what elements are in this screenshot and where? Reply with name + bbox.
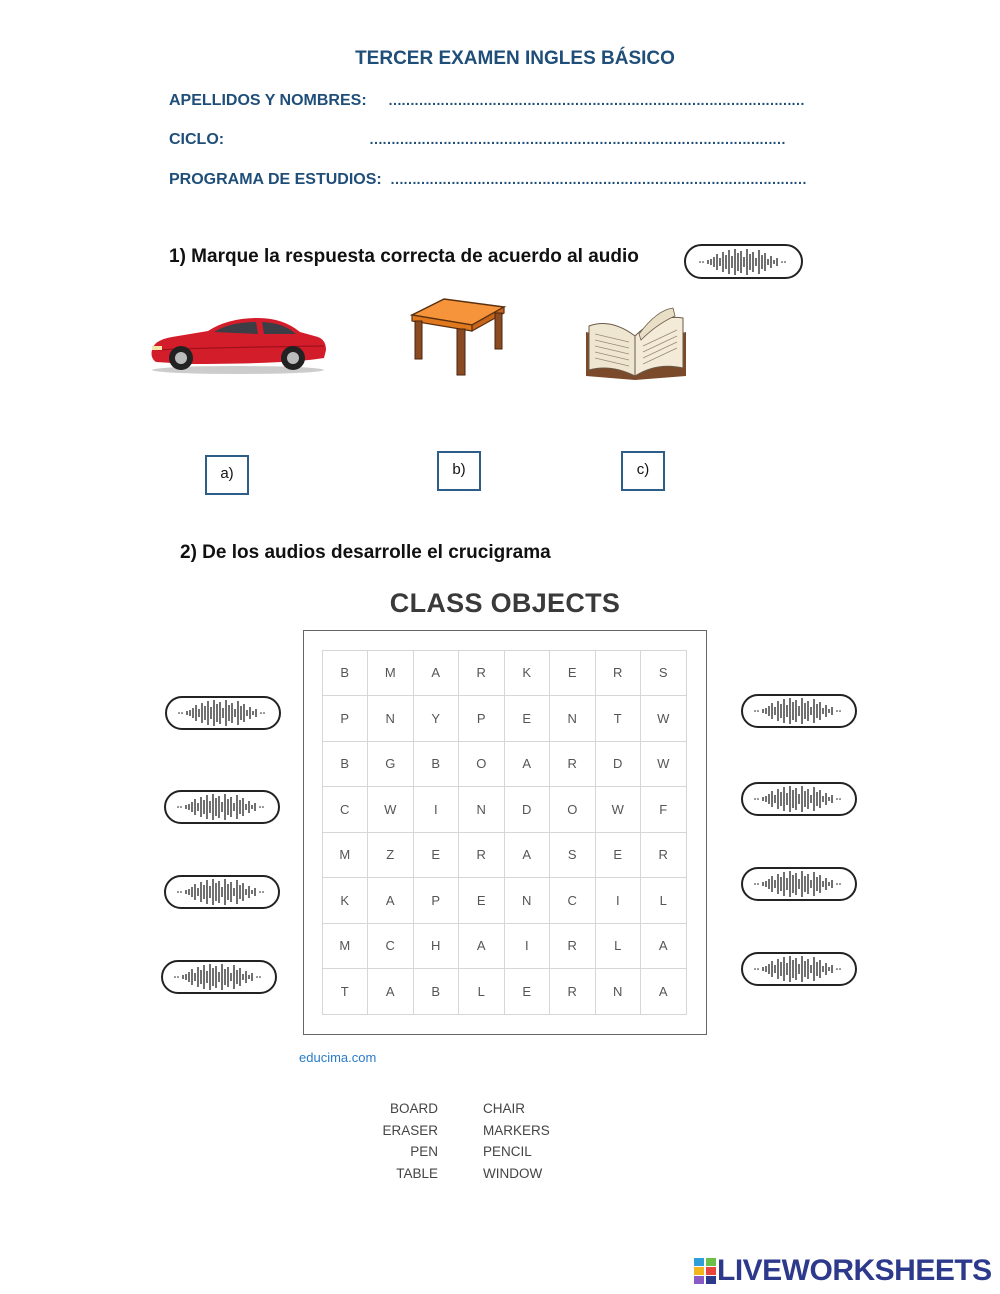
audio-button-right-4[interactable] bbox=[741, 952, 857, 986]
grid-cell[interactable]: E bbox=[504, 968, 551, 1015]
grid-cell[interactable]: D bbox=[595, 741, 642, 788]
grid-cell[interactable]: E bbox=[504, 695, 551, 742]
grid-cell[interactable]: R bbox=[458, 650, 505, 697]
audio-button-left-1[interactable] bbox=[165, 696, 281, 730]
grid-cell[interactable]: B bbox=[322, 741, 369, 788]
word-list-item: MARKERS bbox=[483, 1122, 550, 1138]
field-label-programa: PROGRAMA DE ESTUDIOS: bbox=[169, 171, 382, 188]
audio-waveform-icon bbox=[698, 249, 790, 275]
word-list-item: PENCIL bbox=[483, 1144, 532, 1159]
grid-cell[interactable]: Y bbox=[413, 695, 460, 742]
grid-cell[interactable]: N bbox=[367, 695, 414, 742]
grid-cell[interactable]: H bbox=[413, 923, 460, 970]
word-list-item: ERASER bbox=[382, 1122, 438, 1138]
option-label-b: b) bbox=[452, 461, 466, 478]
grid-cell[interactable]: W bbox=[367, 786, 414, 833]
grid-cell[interactable]: N bbox=[458, 786, 505, 833]
grid-cell[interactable]: W bbox=[640, 695, 687, 742]
grid-cell[interactable]: C bbox=[549, 877, 596, 924]
field-label-ciclo: CICLO: bbox=[169, 131, 225, 148]
audio-waveform-icon bbox=[753, 698, 845, 724]
grid-cell[interactable]: A bbox=[504, 832, 551, 879]
audio-waveform-icon bbox=[176, 879, 268, 905]
grid-cell[interactable]: D bbox=[504, 786, 551, 833]
grid-cell[interactable]: P bbox=[322, 695, 369, 742]
word-search-grid bbox=[322, 650, 686, 1014]
grid-cell[interactable]: M bbox=[322, 923, 369, 970]
book-image bbox=[583, 304, 689, 387]
liveworksheets-logo-text: LIVEWORKSHEETS bbox=[717, 1254, 992, 1287]
grid-cell[interactable]: M bbox=[322, 832, 369, 879]
word-list-item: WINDOW bbox=[483, 1165, 543, 1181]
option-label-a: a) bbox=[220, 465, 234, 482]
grid-cell[interactable]: T bbox=[595, 695, 642, 742]
audio-button-q1[interactable] bbox=[684, 244, 803, 279]
grid-cell[interactable]: E bbox=[413, 832, 460, 879]
grid-cell[interactable]: R bbox=[640, 832, 687, 879]
grid-cell[interactable]: L bbox=[458, 968, 505, 1015]
grid-cell[interactable]: I bbox=[413, 786, 460, 833]
grid-cell[interactable]: A bbox=[367, 877, 414, 924]
grid-cell[interactable]: T bbox=[322, 968, 369, 1015]
option-label-c: c) bbox=[636, 461, 650, 478]
liveworksheets-logo bbox=[693, 1254, 992, 1288]
grid-cell[interactable]: R bbox=[595, 650, 642, 697]
grid-cell[interactable]: A bbox=[640, 968, 687, 1015]
audio-button-right-2[interactable] bbox=[741, 782, 857, 816]
grid-cell[interactable]: W bbox=[640, 741, 687, 788]
grid-cell[interactable]: K bbox=[322, 877, 369, 924]
grid-cell[interactable]: K bbox=[504, 650, 551, 697]
grid-cell[interactable]: C bbox=[367, 923, 414, 970]
audio-button-right-1[interactable] bbox=[741, 694, 857, 728]
word-list-right bbox=[483, 1098, 550, 1184]
word-list-item: PEN bbox=[410, 1144, 438, 1159]
audio-waveform-icon bbox=[176, 794, 268, 820]
audio-button-left-3[interactable] bbox=[164, 875, 280, 909]
grid-cell[interactable]: L bbox=[595, 923, 642, 970]
grid-cell[interactable]: B bbox=[413, 968, 460, 1015]
field-line-names: …………………………………………………………………………………… bbox=[388, 92, 804, 108]
grid-cell[interactable]: O bbox=[549, 786, 596, 833]
grid-cell[interactable]: A bbox=[413, 650, 460, 697]
grid-cell[interactable]: A bbox=[504, 741, 551, 788]
grid-cell[interactable]: R bbox=[549, 923, 596, 970]
grid-cell[interactable]: E bbox=[595, 832, 642, 879]
field-line-programa: …………………………………………………………………………………… bbox=[390, 171, 806, 187]
word-list-item: TABLE bbox=[396, 1165, 438, 1181]
grid-cell[interactable]: O bbox=[458, 741, 505, 788]
word-list-item: BOARD bbox=[389, 1101, 438, 1116]
word-search-title: CLASS OBJECTS bbox=[389, 588, 621, 618]
grid-cell[interactable]: A bbox=[367, 968, 414, 1015]
audio-button-left-4[interactable] bbox=[161, 960, 277, 994]
grid-cell[interactable]: Z bbox=[367, 832, 414, 879]
grid-cell[interactable]: B bbox=[413, 741, 460, 788]
question-1-text: 1) Marque la respuesta correcta de acuerdo al audio bbox=[169, 246, 639, 267]
audio-button-left-2[interactable] bbox=[164, 790, 280, 824]
grid-cell[interactable]: N bbox=[549, 695, 596, 742]
grid-cell[interactable]: P bbox=[458, 695, 505, 742]
grid-cell[interactable]: F bbox=[640, 786, 687, 833]
grid-cell[interactable]: W bbox=[595, 786, 642, 833]
audio-waveform-icon bbox=[753, 871, 845, 897]
audio-waveform-icon bbox=[173, 964, 265, 990]
grid-cell[interactable]: E bbox=[549, 650, 596, 697]
grid-cell[interactable]: A bbox=[640, 923, 687, 970]
grid-cell[interactable]: S bbox=[640, 650, 687, 697]
grid-cell[interactable]: N bbox=[595, 968, 642, 1015]
grid-cell[interactable]: I bbox=[595, 877, 642, 924]
grid-cell[interactable]: L bbox=[640, 877, 687, 924]
grid-cell[interactable]: B bbox=[322, 650, 369, 697]
grid-cell[interactable]: R bbox=[549, 741, 596, 788]
liveworksheets-logo-icon bbox=[693, 1257, 717, 1285]
word-list-left bbox=[340, 1098, 438, 1184]
exam-title: TERCER EXAMEN INGLES BÁSICO bbox=[355, 48, 675, 69]
audio-waveform-icon bbox=[753, 786, 845, 812]
question-2-text: 2) De los audios desarrolle el crucigrama bbox=[180, 542, 551, 563]
grid-cell[interactable]: N bbox=[504, 877, 551, 924]
table-image bbox=[410, 297, 506, 384]
car-image bbox=[148, 310, 328, 383]
field-label-names: APELLIDOS Y NOMBRES: bbox=[169, 92, 367, 109]
grid-cell[interactable]: G bbox=[367, 741, 414, 788]
credit-link[interactable]: educima.com bbox=[299, 1050, 377, 1065]
grid-cell[interactable]: E bbox=[458, 877, 505, 924]
grid-cell[interactable]: C bbox=[322, 786, 369, 833]
grid-cell[interactable]: A bbox=[458, 923, 505, 970]
grid-cell[interactable]: P bbox=[413, 877, 460, 924]
grid-cell[interactable]: R bbox=[458, 832, 505, 879]
grid-cell[interactable]: M bbox=[367, 650, 414, 697]
word-list-item: CHAIR bbox=[483, 1101, 526, 1116]
grid-cell[interactable]: I bbox=[504, 923, 551, 970]
grid-cell[interactable]: R bbox=[549, 968, 596, 1015]
audio-waveform-icon bbox=[177, 700, 269, 726]
audio-waveform-icon bbox=[753, 956, 845, 982]
audio-button-right-3[interactable] bbox=[741, 867, 857, 901]
grid-cell[interactable]: S bbox=[549, 832, 596, 879]
field-line-ciclo: …………………………………………………………………………………… bbox=[369, 131, 785, 147]
